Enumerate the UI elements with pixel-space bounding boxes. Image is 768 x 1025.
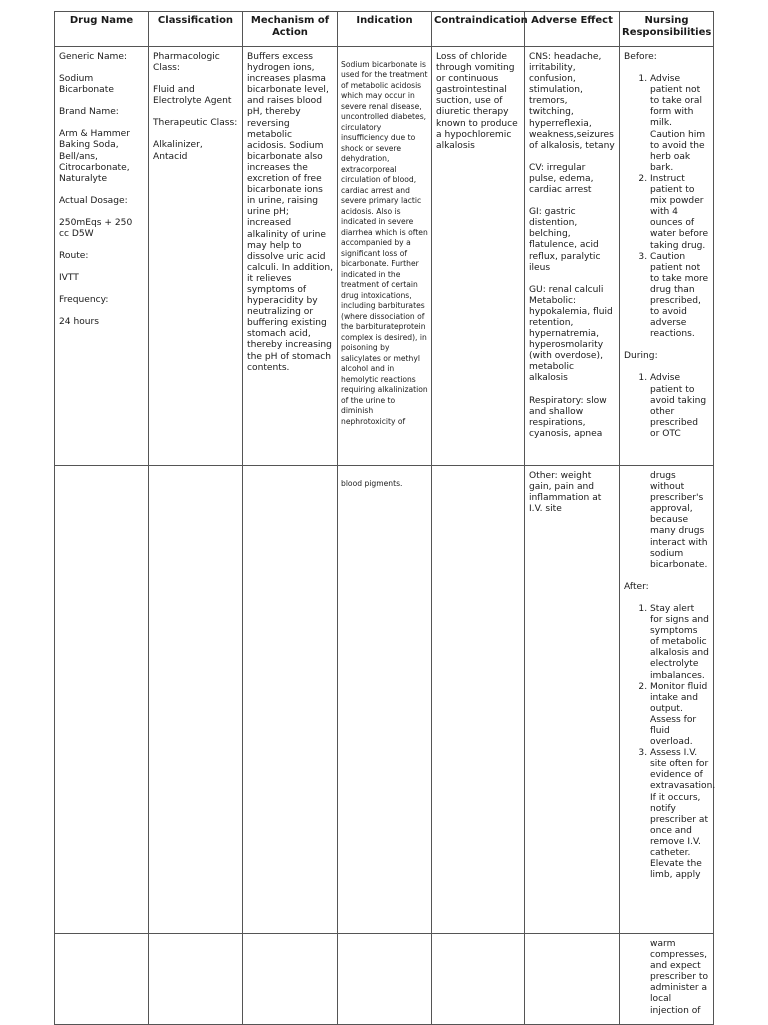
contraindication-cell-continued	[432, 466, 525, 934]
list-item: 1. Advise patient not to take oral form with milk. Caution him to avoid the herb oak bark.	[650, 74, 709, 174]
nursing-cell	[620, 47, 714, 466]
therapeutic-class-value: Alkalinizer, Antacid	[153, 140, 203, 162]
frequency-value: 24 hours	[59, 317, 100, 328]
contraindication-text: Loss of chloride through vomiting or continuous gastrointestinal suction, use of diuretic therapy known to produce a hypochloremic alkalosis	[436, 52, 518, 151]
header-mechanism: Mechanism of Action	[243, 12, 338, 47]
dosage-value: 250mEqs + 250 cc D5W	[59, 217, 133, 240]
list-item: 2. Monitor fluid intake and output. Assess for fluid overload.	[650, 682, 709, 749]
before-label: Before:	[624, 52, 657, 62]
drug-study-table	[54, 11, 714, 1025]
before-list	[624, 74, 709, 340]
empty-cell	[432, 934, 525, 1025]
list-item: 2. Instruct patient to mix powder with 4 ounces of water before taking drug.	[650, 174, 709, 252]
empty-cell	[149, 934, 243, 1025]
header-contraindication: Contraindication	[432, 12, 525, 47]
header-drug-name: Drug Name	[55, 12, 149, 47]
frequency-label: Frequency:	[59, 295, 109, 306]
dosage-label: Actual Dosage:	[59, 195, 128, 206]
route-label: Route:	[59, 251, 89, 262]
adverse-gi: GI: gastric distention, belching, flatulence, acid reflux, paralytic ileus	[529, 207, 601, 273]
generic-name-value: Sodium Bicarbonate	[59, 74, 114, 96]
indication-text: Sodium bicarbonate is used for the treatment of metabolic acidosis which may occur in severe renal disease, uncontrolled diabetes, circulatory insufficiency due to shock or severe dehydration, extracorporeal circulation of blood, cardiac arrest and severe primary lactic acidosis. Also is indicated in severe diarrhea which is often accompanied by a significant loss of bicarbonate. Further indicated in the treatment of certain drug intoxications, including barbiturates (where dissociation of the barbiturateprotein complex is desired), in poisoning by salicylates or methyl alcohol and in hemolytic reactions requiring alkalinization of the urine to diminish nephrotoxicity of	[341, 59, 428, 426]
generic-name-label: Generic Name:	[59, 52, 128, 62]
after-label: After:	[624, 581, 649, 592]
header-row	[55, 12, 714, 47]
empty-cell	[243, 934, 338, 1025]
classification-cell	[149, 47, 243, 466]
list-item: 1. Stay alert for signs and symptoms of metabolic alkalosis and electrolyte imbalances.	[650, 604, 709, 682]
adverse-cns: CNS: headache, irritability, confusion, stimulation, tremors, twitching, hyperreflexia, weakness,seizures of alkalosis, tetany	[529, 52, 615, 151]
adverse-effect-cell	[525, 47, 620, 466]
header-adverse-effect: Adverse Effect	[525, 12, 620, 47]
mechanism-cell	[243, 47, 338, 466]
list-item: 3. Caution patient not to take more drug than prescribed, to avoid adverse reactions.	[650, 252, 709, 341]
header-indication: Indication	[338, 12, 432, 47]
nursing-cell-continued-2	[620, 934, 714, 1025]
indication-cell-continued	[338, 466, 432, 934]
table-row	[55, 47, 714, 466]
contraindication-cell	[432, 47, 525, 466]
route-value: IVTT	[59, 273, 79, 284]
adverse-cv: CV: irregular pulse, edema, cardiac arrest	[529, 162, 594, 196]
indication-continued-text: blood pigments.	[341, 478, 403, 488]
list-item: 1. Advise patient to avoid taking other prescribed or OTC	[650, 373, 709, 440]
empty-cell	[55, 934, 149, 1025]
list-item: 3. Assess I.V. site often for evidence of extravasation. If it occurs, notify prescriber at once and remove I.V. catheter. Elevate the limb, apply	[650, 748, 709, 881]
table-row	[55, 934, 714, 1025]
mechanism-text: Buffers excess hydrogen ions, increases plasma bicarbonate level, and raises blood pH, thereby reversing metabolic acidosis. Sodium bicarbonate also increases the excretion of free bicarbonate ions in urine, raising urine pH; increased alkalinity of urine may help to dissolve uric acid calculi. In addition, it relieves symptoms of hyperacidity by neutralizing or buffering existing stomach acid, thereby increasing the pH of stomach contents.	[247, 52, 333, 373]
empty-cell	[525, 934, 620, 1025]
indication-cell	[338, 47, 432, 466]
brand-name-label: Brand Name:	[59, 107, 119, 118]
mechanism-cell-continued	[243, 466, 338, 934]
table-row	[55, 466, 714, 934]
after-list	[624, 603, 716, 881]
during-label: During:	[624, 351, 658, 362]
brand-name-value: Arm & Hammer Baking Soda, Bell/ans, Citrocarbonate, Naturalyte	[59, 129, 130, 184]
after-item-continued: warm compresses, and expect prescriber to administer a local injection of	[650, 939, 709, 1016]
pharmacologic-class-value: Fluid and Electrolyte Agent	[153, 85, 232, 107]
drug-name-cell-continued	[55, 466, 149, 934]
adverse-effect-cell-continued	[525, 466, 620, 934]
pharmacologic-class-label: Pharmacologic Class:	[153, 52, 220, 74]
classification-cell-continued	[149, 466, 243, 934]
adverse-other: Other: weight gain, pain and inflammation at I.V. site	[529, 471, 602, 515]
therapeutic-class-label: Therapeutic Class:	[153, 118, 238, 129]
header-nursing-responsibilities: Nursing Responsibilities	[620, 12, 714, 47]
empty-cell	[338, 934, 432, 1025]
adverse-gu-metabolic: GU: renal calculi Metabolic: hypokalemia, fluid retention, hypernatremia, hyperosmolarity (with overdose), metabolic alkalosis	[529, 284, 613, 384]
nursing-cell-continued	[620, 466, 714, 934]
during-list	[624, 373, 709, 440]
during-item-continued: drugs without prescriber's approval, because many drugs interact with sodium bicarbonate.	[650, 471, 708, 570]
header-classification: Classification	[149, 12, 243, 47]
adverse-respiratory: Respiratory: slow and shallow respirations, cyanosis, apnea	[529, 395, 607, 439]
drug-name-cell	[55, 47, 149, 466]
